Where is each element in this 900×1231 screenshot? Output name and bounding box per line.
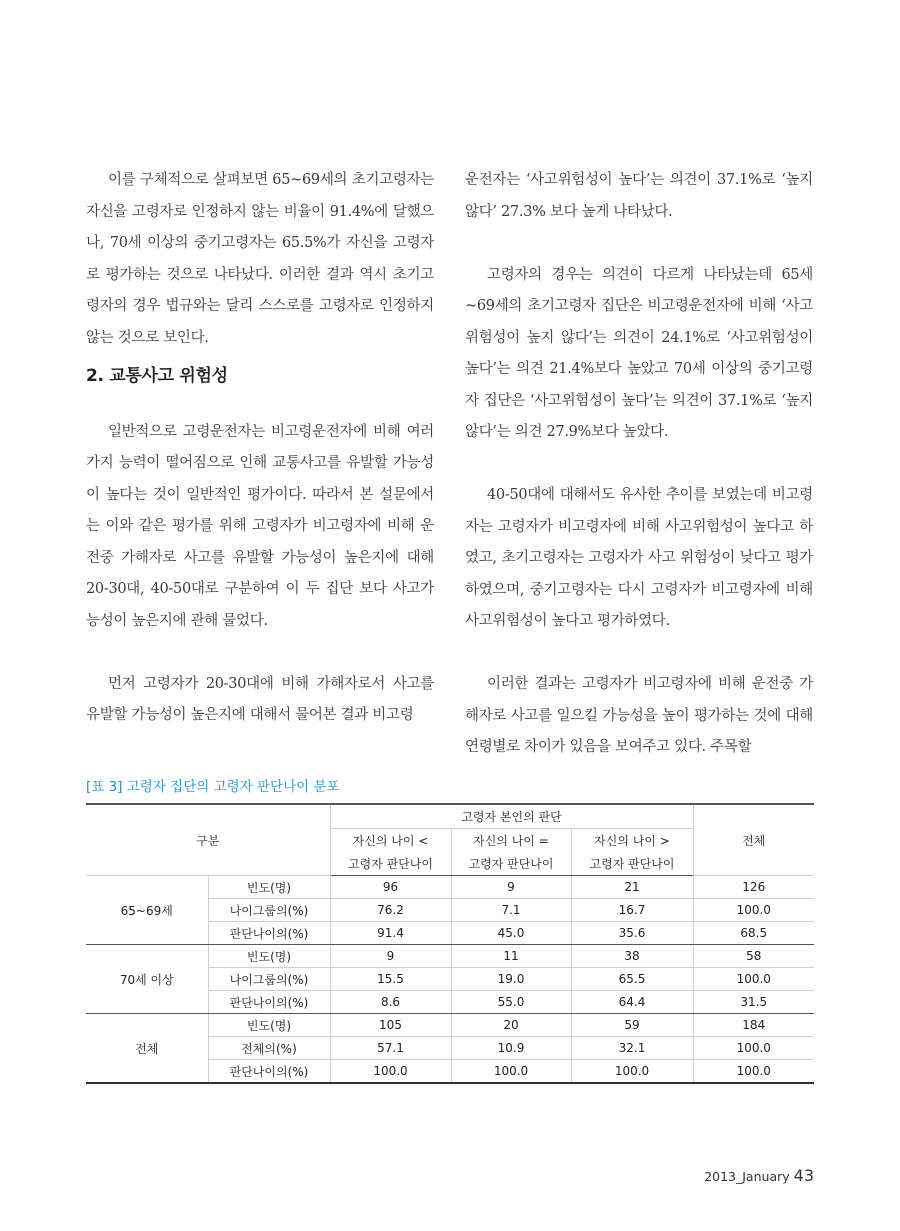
cell-total: 100.0: [693, 899, 814, 922]
table-caption: [표 3] 고령자 집단의 고령자 판단나이 분포: [86, 779, 340, 795]
cell-total: 100.0: [693, 1037, 814, 1060]
header-col1-line1: 자신의 나이 <: [330, 829, 451, 853]
data-table: [86, 803, 814, 1084]
issue-label: 2013_January: [704, 1169, 790, 1184]
header-col2-line2: 고령자 판단나이: [451, 852, 571, 876]
cell-value: 15.5: [330, 968, 451, 991]
cell-value: 32.1: [571, 1037, 693, 1060]
cell-value: 10.9: [451, 1037, 571, 1060]
body-paragraph: 이를 구체적으로 살펴보면 65~69세의 초기고령자는 자신을 고령자로 인정하지 않는 비율이 91.4%에 달했으나, 70세 이상의 중기고령자는 65.5%가 자신을 고령자로 평가하는 것으로 나타났다. 이러한 결과 역시 초기고령자의 경우 법규와는 달리 스스로를 고령자로 인정하지 않는 것으로 보인다.: [86, 172, 434, 346]
group-label: 전체: [86, 1014, 208, 1084]
cell-total: 100.0: [693, 968, 814, 991]
page-number: 43: [793, 1166, 814, 1185]
cell-value: 38: [571, 945, 693, 968]
cell-total: 31.5: [693, 991, 814, 1014]
cell-value: 19.0: [451, 968, 571, 991]
header-total: 전체: [693, 804, 814, 876]
table-row: [86, 1014, 814, 1037]
group-label: 70세 이상: [86, 945, 208, 1014]
header-col2-line1: 자신의 나이 =: [451, 829, 571, 853]
cell-value: 65.5: [571, 968, 693, 991]
cell-value: 9: [330, 945, 451, 968]
cell-value: 64.4: [571, 991, 693, 1014]
cell-value: 105: [330, 1014, 451, 1037]
cell-value: 59: [571, 1014, 693, 1037]
cell-total: 68.5: [693, 922, 814, 945]
header-col1-line2: 고령자 판단나이: [330, 852, 451, 876]
cell-total: 126: [693, 876, 814, 899]
group-label: 65~69세: [86, 876, 208, 945]
body-paragraph: 이러한 결과는 고령자가 비고령자에 비해 운전중 가해자로 사고를 일으킬 가능성을 높이 평가하는 것에 대해 연령별로 차이가 있음을 보여주고 있다. 주목할: [465, 676, 813, 755]
body-paragraph: 운전자는 ‘사고위험성이 높다’는 의견이 37.1%로 ‘높지 않다’ 27.3% 보다 높게 나타났다.: [465, 172, 813, 220]
cell-value: 35.6: [571, 922, 693, 945]
cell-value: 45.0: [451, 922, 571, 945]
row-label: 판단나이의(%): [208, 991, 330, 1014]
cell-value: 100.0: [451, 1060, 571, 1084]
cell-value: 76.2: [330, 899, 451, 922]
body-paragraph: 고령자의 경우는 의견이 다르게 나타났는데 65세 ~69세의 초기고령자 집단은 비고령운전자에 비해 ‘사고위험성이 높지 않다’는 의견이 24.1%로 ‘사고위험성이 높다’는 의견 21.4%보다 높았고 70세 이상의 중기고령자 집단은 ‘사고위험성이 높다’는 의견이 37.1%로 ‘높지 않다’는 의견 27.9%보다 높았다.: [465, 266, 813, 440]
body-paragraph: 40-50대에 대해서도 유사한 추이를 보였는데 비고령자는 고령자가 비고령자에 비해 사고위험성이 높다고 하였고, 초기고령자는 고령자가 사고 위험성이 낮다고 평가하였으며, 중기고령자는 다시 고령자가 비고령자에 비해 사고위험성이 높다고 평가하였다.: [465, 487, 813, 629]
row-label: 빈도(명): [208, 945, 330, 968]
cell-value: 11: [451, 945, 571, 968]
right-column: [465, 165, 813, 764]
page-footer: [704, 1166, 814, 1185]
cell-value: 8.6: [330, 991, 451, 1014]
left-column: [86, 165, 434, 732]
row-label: 나이그룹의(%): [208, 968, 330, 991]
cell-value: 96: [330, 876, 451, 899]
cell-total: 100.0: [693, 1060, 814, 1084]
cell-value: 9: [451, 876, 571, 899]
row-label: 판단나이의(%): [208, 922, 330, 945]
body-paragraph: 먼저 고령자가 20-30대에 비해 가해자로서 사고를 유발할 가능성이 높은지에 대해서 물어본 결과 비고령: [86, 675, 434, 723]
row-label: 빈도(명): [208, 1014, 330, 1037]
header-group-title: 고령자 본인의 판단: [330, 804, 693, 829]
section-heading: 2. 교통사고 위험성: [86, 366, 228, 386]
row-label: 빈도(명): [208, 876, 330, 899]
table-row: [86, 876, 814, 899]
cell-value: 57.1: [330, 1037, 451, 1060]
cell-value: 20: [451, 1014, 571, 1037]
cell-value: 21: [571, 876, 693, 899]
cell-value: 55.0: [451, 991, 571, 1014]
header-category: 구분: [86, 804, 330, 876]
cell-value: 100.0: [330, 1060, 451, 1084]
table-row: [86, 945, 814, 968]
row-label: 판단나이의(%): [208, 1060, 330, 1084]
row-label: 전체의(%): [208, 1037, 330, 1060]
cell-total: 58: [693, 945, 814, 968]
header-col3-line1: 자신의 나이 >: [571, 829, 693, 853]
cell-value: 100.0: [571, 1060, 693, 1084]
header-col3-line2: 고령자 판단나이: [571, 852, 693, 876]
body-paragraph: 일반적으로 고령운전자는 비고령운전자에 비해 여러가지 능력이 떨어짐으로 인해 교통사고를 유발할 가능성이 높다는 것이 일반적인 평가이다. 따라서 본 설문에서는 이와 같은 평가를 위해 고령자가 비고령자에 비해 운전중 가해자로 사고를 유발할 가능성이 높은지에 대해 20-30대, 40-50대로 구분하여 이 두 집단 보다 사고가능성이 높은지에 관해 물었다.: [86, 423, 434, 629]
cell-value: 16.7: [571, 899, 693, 922]
cell-value: 91.4: [330, 922, 451, 945]
cell-total: 184: [693, 1014, 814, 1037]
row-label: 나이그룹의(%): [208, 899, 330, 922]
cell-value: 7.1: [451, 899, 571, 922]
